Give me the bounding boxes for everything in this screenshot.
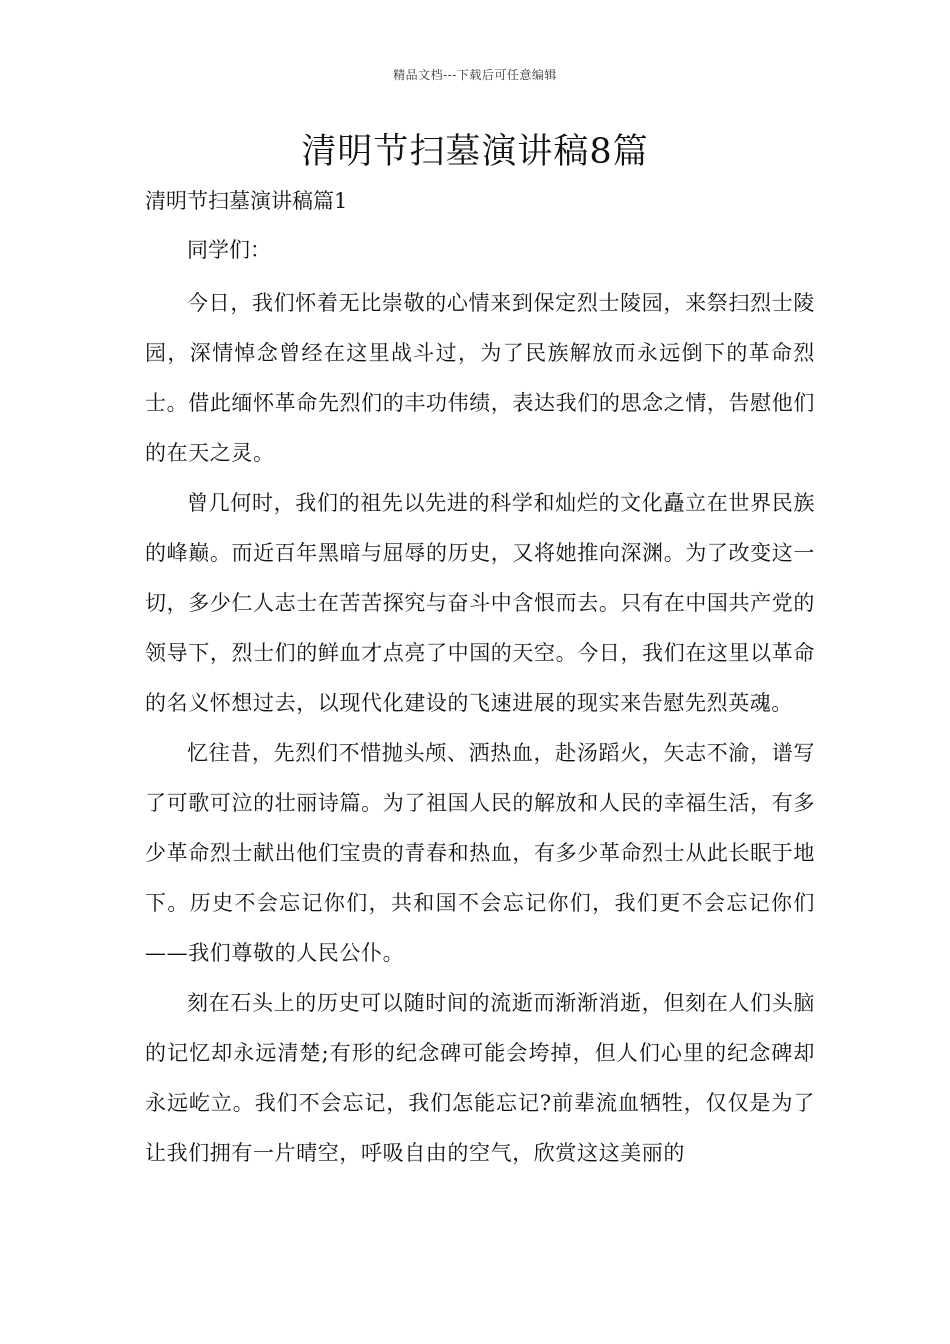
paragraph-4: 刻在石头上的历史可以随时间的流逝而渐渐消逝，但刻在人们头脑的记忆却永远清楚;有形的纪念碑可能会垮掉，但人们心里的纪念碑却永远屹立。我们不会忘记，我们怎能忘记?前辈流血牺牲，仅仅是为了让我们拥有一片晴空，呼吸自由的空气，欣赏这这美丽的 — [145, 991, 815, 1165]
document-title: 清明节扫墓演讲稿8篇 — [301, 132, 649, 172]
paragraph-3: 忆往昔，先烈们不惜抛头颅、洒热血，赴汤蹈火，矢志不渝，谱写了可歌可泣的壮丽诗篇。为了祖国人民的解放和人民的幸福生活，有多少革命烈士献出他们宝贵的青春和热血，有多少革命烈士从此长眠于地下。历史不会忘记你们，共和国不会忘记你们，我们更不会忘记你们——我们尊敬的人民公仆。 — [145, 741, 815, 965]
greeting: 同学们： — [187, 238, 271, 262]
document-body — [145, 182, 815, 1178]
header-note: 精品文档---下载后可任意编辑 — [393, 68, 557, 82]
paragraph-1: 今日，我们怀着无比崇敬的心情来到保定烈士陵园，来祭扫烈士陵园，深情悼念曾经在这里战斗过，为了民族解放而永远倒下的革命烈士。借此缅怀革命先烈们的丰功伟绩，表达我们的思念之情，告慰他们的在天之灵。 — [145, 291, 815, 465]
section-heading: 清明节扫墓演讲稿篇1 — [145, 189, 348, 213]
paragraph-2: 曾几何时，我们的祖先以先进的科学和灿烂的文化矗立在世界民族的峰巅。而近百年黑暗与屈辱的历史，又将她推向深渊。为了改变这一切，多少仁人志士在苦苦探究与奋斗中含恨而去。只有在中国共产党的领导下，烈士们的鲜血才点亮了中国的天空。今日，我们在这里以革命的名义怀想过去，以现代化建设的飞速进展的现实来告慰先烈英魂。 — [145, 491, 815, 715]
